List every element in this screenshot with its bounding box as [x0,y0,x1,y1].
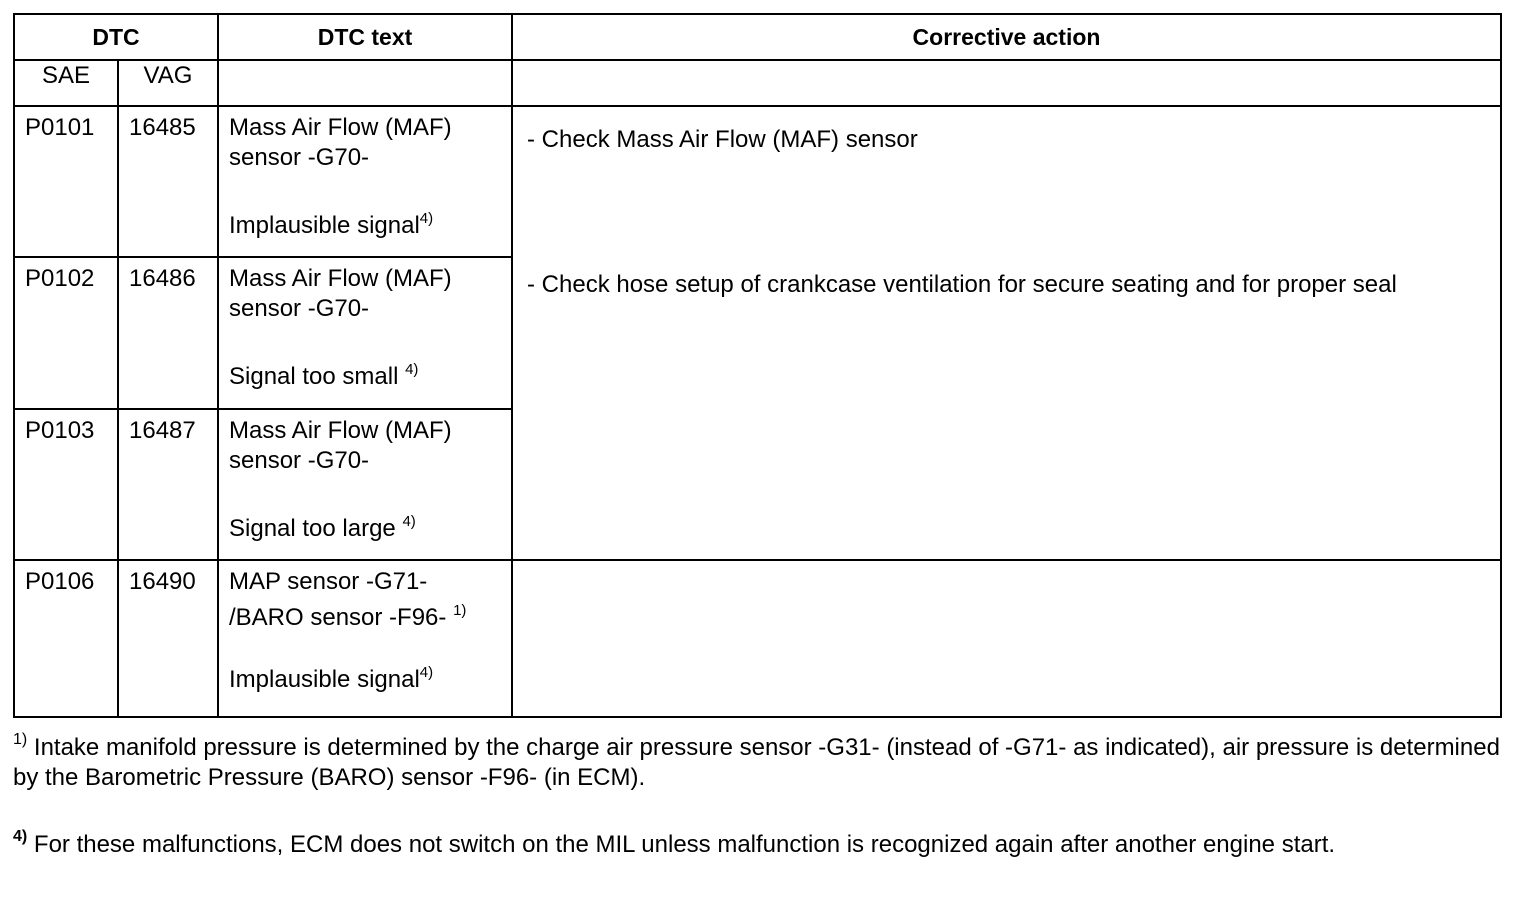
condition-text: Implausible signal [229,212,420,239]
table-row [14,560,1501,717]
dtc-text-cell [218,257,512,409]
dtc-text-line [229,603,511,633]
dtc-text-line: sensor -G70- [229,295,370,322]
table-row [14,106,1501,257]
dtc-text-condition [229,211,511,241]
footnote-ref: 1) [453,602,467,619]
subheader-vag: VAG [118,60,218,106]
corrective-action-empty [512,560,1501,717]
corrective-action-cell [512,106,1501,560]
subheader-row [14,60,1501,106]
dtc-text-line: Mass Air Flow (MAF) [229,417,452,444]
footnote-ref: 4) [405,361,419,378]
dtc-text-line: Mass Air Flow (MAF) [229,265,452,292]
dtc-text-condition [229,514,511,544]
condition-text: Signal too small [229,363,406,390]
header-dtc-text: DTC text [218,14,512,60]
header-corrective-action: Corrective action [512,14,1501,60]
vag-code: 16486 [118,257,218,409]
vag-code: 16485 [118,106,218,257]
dtc-text-line: sensor -G70- [229,144,370,171]
dtc-text-line: sensor -G70- [229,447,370,474]
footnote-1 [13,733,1513,793]
footnote-4 [13,830,1513,860]
dtc-text-condition [229,362,511,392]
dtc-text-line: Mass Air Flow (MAF) [229,114,452,141]
condition-text: Implausible signal [229,666,420,693]
footnote-ref: 4) [402,513,416,530]
action-check-hose: - Check hose setup of crankcase ventilation for secure seating and for proper seal [527,271,1397,298]
dtc-text-cell [218,106,512,257]
subheader-sae: SAE [14,60,118,106]
footnote-ref: 4) [419,210,434,227]
vag-code: 16490 [118,560,218,717]
sae-code: P0102 [14,257,118,409]
sae-code: P0101 [14,106,118,257]
footnotes [13,733,1513,860]
subheader-empty-text [218,60,512,106]
dtc-text-cell [218,560,512,717]
footnote-marker: 1) [13,731,28,748]
dtc-text-cell [218,409,512,560]
vag-code: 16487 [118,409,218,560]
dtc-text-line-part: /BARO sensor -F96- [229,604,454,631]
footnote-text: Intake manifold pressure is determined by the charge air pressure sensor -G31- (instead of -G71- as indicated), air pressure is determined by the Barometric Pressure (BARO) sensor -F96- (in ECM). [13,734,1500,791]
footnote-text: For these malfunctions, ECM does not switch on the MIL unless malfunction is recognized again after another engine start. [27,831,1336,858]
subheader-empty-action [512,60,1501,106]
dtc-table [13,13,1502,718]
sae-code: P0106 [14,560,118,717]
dtc-text-line: MAP sensor -G71- [229,568,428,595]
footnote-ref: 4) [419,664,434,681]
action-check-maf: - Check Mass Air Flow (MAF) sensor [527,126,918,153]
sae-code: P0103 [14,409,118,560]
dtc-text-condition [229,665,511,695]
condition-text: Signal too large [229,515,403,542]
header-row [14,14,1501,60]
header-dtc: DTC [14,14,218,60]
footnote-marker: 4) [13,828,28,845]
